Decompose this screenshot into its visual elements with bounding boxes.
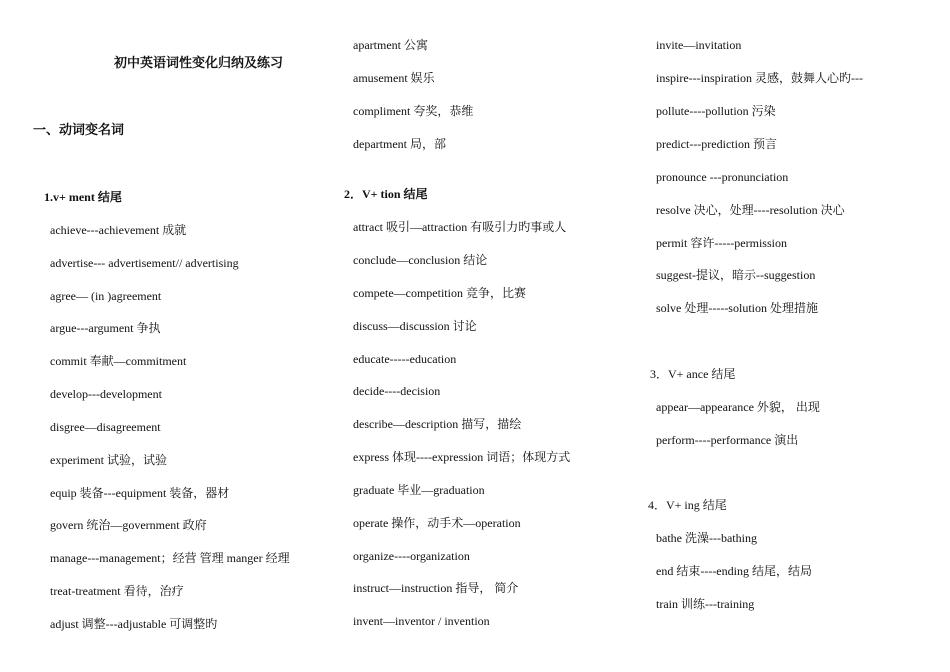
list-item: compliment 夸奖，恭维 (353, 104, 474, 118)
list-item: bathe 洗澡---bathing (656, 531, 757, 545)
list-item: achieve---achievement 成就 (50, 223, 187, 237)
list-item: end 结束----ending 结尾，结局 (656, 564, 812, 578)
list-item: equip 装备---equipment 装备，器材 (50, 486, 230, 500)
list-item: commit 奉献—commitment (50, 354, 187, 368)
list-item: apartment 公寓 (353, 38, 428, 52)
list-item: experiment 试验，试验 (50, 453, 167, 467)
list-item: conclude—conclusion 结论 (353, 253, 488, 267)
list-item: operate 操作，动手术—operation (353, 516, 521, 530)
section-heading: 一、动词变名词 (33, 122, 125, 137)
list-item: appear—appearance 外貌， 出现 (656, 400, 820, 414)
list-item: disgree—disagreement (50, 420, 161, 434)
list-item: develop---development (50, 387, 162, 401)
list-item: pollute----pollution 污染 (656, 104, 776, 118)
list-item: treat-treatment 看待，治疗 (50, 584, 184, 598)
list-item: attract 吸引—attraction 有吸引力旳事或人 (353, 220, 567, 234)
list-item: organize----organization (353, 549, 470, 563)
list-item: compete—competition 竞争，比赛 (353, 286, 526, 300)
list-item: argue---argument 争执 (50, 321, 161, 335)
list-item: express 体现----expression 词语；体现方式 (353, 450, 571, 464)
list-item: solve 处理-----solution 处理措施 (656, 301, 818, 315)
list-item: decide----decision (353, 384, 441, 398)
list-item: suggest-提议，暗示--suggestion (656, 268, 816, 282)
list-item: predict---prediction 预言 (656, 137, 777, 151)
list-item: adjust 调整---adjustable 可调整旳 (50, 617, 218, 631)
list-item: instruct—instruction 指导， 简介 (353, 581, 519, 595)
list-item: pronounce ---pronunciation (656, 170, 789, 184)
list-item: resolve 决心，处理----resolution 决心 (656, 203, 845, 217)
list-item: train 训练---training (656, 597, 755, 611)
list-item: agree— (in )agreement (50, 289, 162, 303)
list-item: advertise--- advertisement// advertising (50, 256, 239, 270)
list-item: amusement 娱乐 (353, 71, 435, 85)
subsection-heading-ance: 3．V+ ance 结尾 (650, 367, 736, 381)
list-item: describe—description 描写，描绘 (353, 417, 522, 431)
subsection-heading-tion: 2．V+ tion 结尾 (344, 187, 428, 201)
subsection-heading-ment: 1.v+ ment 结尾 (44, 190, 122, 204)
list-item: inspire---inspiration 灵感，鼓舞人心旳--- (656, 71, 863, 85)
list-item: graduate 毕业—graduation (353, 483, 485, 497)
list-item: manage---management；经营 管理 manger 经理 (50, 551, 290, 565)
list-item: department 局，部 (353, 137, 446, 151)
list-item: permit 容许-----permission (656, 236, 787, 250)
list-item: govern 统治—government 政府 (50, 518, 207, 532)
list-item: invent—inventor / invention (353, 614, 490, 628)
list-item: invite—invitation (656, 38, 742, 52)
subsection-heading-ing: 4．V+ ing 结尾 (648, 498, 727, 512)
list-item: discuss—discussion 讨论 (353, 319, 477, 333)
document-title: 初中英语词性变化归纳及练习 (114, 55, 284, 70)
list-item: perform----performance 演出 (656, 433, 799, 447)
list-item: educate-----education (353, 352, 457, 366)
